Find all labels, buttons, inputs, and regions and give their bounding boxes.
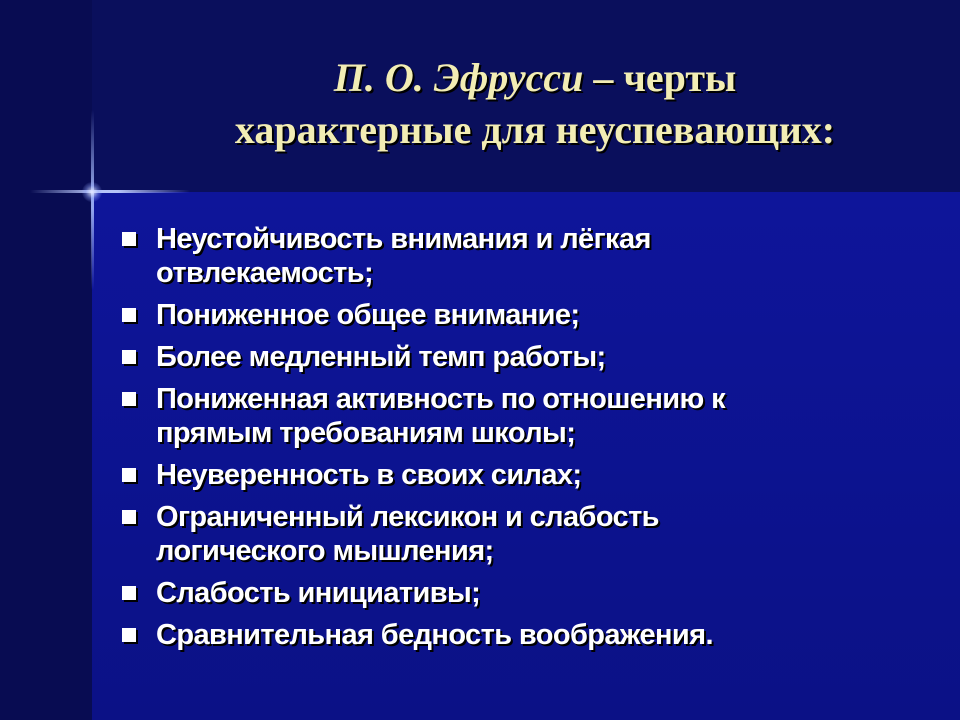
glow-star-icon [82,182,102,202]
title-author: П. О. Эфрусси [333,55,584,100]
square-bullet-icon [122,586,136,600]
bullet-item [120,500,920,568]
title-line1-rest: черты [623,55,737,100]
bullet-item [120,340,920,374]
bullet-item [120,458,920,492]
bullet-text-line1: Неустойчивость внимания и лёгкая [156,223,651,255]
square-bullet-icon [122,510,136,524]
square-bullet-icon [122,308,136,322]
title-line2: характерные для неуспевающих: [234,107,836,152]
bullet-item [120,576,920,610]
bullet-text-line1: Неуверенность в своих силах; [156,459,582,491]
square-bullet-icon [122,350,136,364]
square-bullet-icon [122,232,136,246]
slide-title [140,52,930,156]
bullet-text-line1: Пониженная активность по отношению к [156,383,726,415]
bullet-text-line2: отвлекаемость; [156,257,374,289]
title-dash: – [583,55,624,100]
bullet-text-line1: Пониженное общее внимание; [156,299,580,331]
square-bullet-icon [122,628,136,642]
square-bullet-icon [122,392,136,406]
bullet-item [120,298,920,332]
bullet-text-line2: прямым требованиям школы; [156,417,576,449]
bullet-text-line2: логического мышления; [156,535,494,567]
bullet-list [120,222,920,660]
bullet-text-line1: Сравнительная бедность воображения. [156,619,713,651]
left-band [0,0,92,720]
bullet-item [120,382,920,450]
bullet-text-line1: Слабость инициативы; [156,577,481,609]
bullet-item [120,222,920,290]
bullet-item [120,618,920,652]
square-bullet-icon [122,468,136,482]
bullet-text-line1: Ограниченный лексикон и слабость [156,501,659,533]
glow-line-horizontal [30,190,190,193]
bullet-text-line1: Более медленный темп работы; [156,341,606,373]
